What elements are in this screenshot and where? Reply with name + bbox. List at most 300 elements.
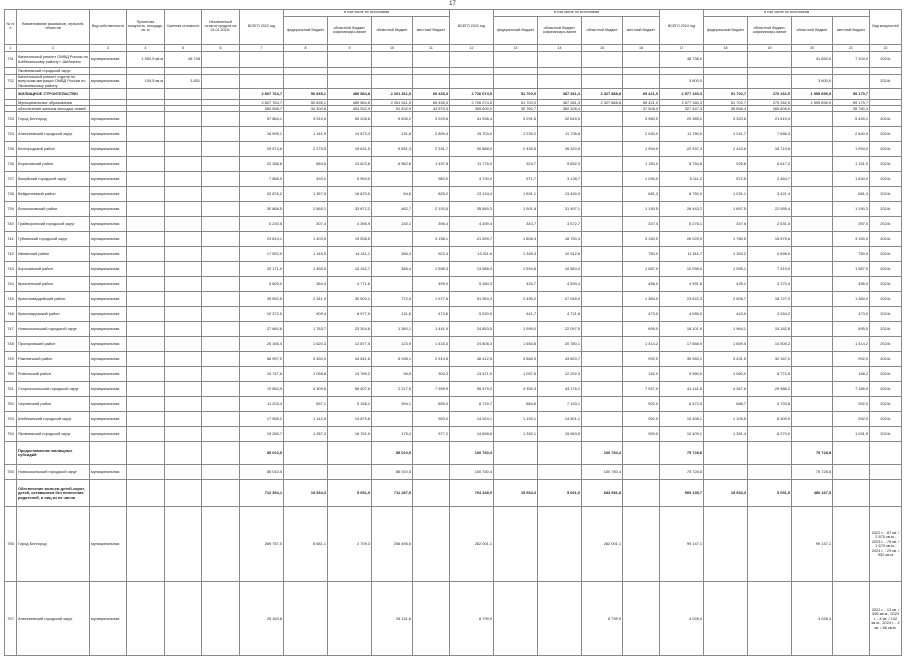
table-cell: 158,2	[833, 367, 870, 382]
table-cell: 5 051,9	[328, 480, 372, 507]
table-row	[5, 68, 902, 75]
table-cell: 2024г.	[870, 172, 902, 187]
table-cell: муниципальная	[90, 412, 127, 427]
table-cell: 657,1	[284, 397, 328, 412]
column-number: 12	[450, 45, 494, 52]
table-cell: 27 045,9	[538, 292, 582, 307]
table-cell	[748, 507, 792, 582]
table-cell: 772,5	[372, 292, 413, 307]
table-cell: 13 823,8	[328, 157, 372, 172]
table-cell	[165, 337, 202, 352]
table-cell: 505 135,7	[660, 480, 704, 507]
table-cell	[792, 277, 833, 292]
table-cell: 1 634,0	[833, 172, 870, 187]
table-cell: 499,0	[413, 277, 450, 292]
table-cell	[127, 127, 165, 142]
table-row	[5, 232, 902, 247]
table-cell: 2 327 888,8	[582, 89, 623, 100]
table-cell: 3 980,0	[623, 112, 660, 127]
table-cell	[494, 442, 538, 465]
table-cell: муниципальная	[90, 507, 127, 582]
table-cell: 756	[5, 507, 17, 582]
table-cell: 85 010,5	[372, 442, 413, 465]
table-cell: 5 609,0	[240, 277, 284, 292]
table-cell: 1 455,5	[284, 262, 328, 277]
table-cell	[165, 157, 202, 172]
table-cell	[582, 352, 623, 367]
table-cell	[704, 465, 748, 480]
table-cell	[202, 75, 240, 89]
table-cell: 18 719,8	[748, 142, 792, 157]
table-cell: 1 414,2	[833, 337, 870, 352]
table-cell	[623, 465, 660, 480]
table-cell: 4 794,0	[450, 172, 494, 187]
table-cell	[792, 322, 833, 337]
table-cell	[202, 412, 240, 427]
table-cell: 8 772,8	[748, 367, 792, 382]
table-cell	[90, 442, 127, 465]
table-cell: 1 994,0	[623, 142, 660, 157]
table-cell: 1 441,9	[413, 322, 450, 337]
table-cell: муниципальная	[90, 217, 127, 232]
table-cell: 738	[5, 187, 17, 202]
table-cell: 489 584,8	[328, 100, 372, 106]
table-cell: 7 143,1	[538, 397, 582, 412]
table-cell	[582, 75, 623, 89]
table-cell: 8 754,8	[660, 157, 704, 172]
table-cell	[372, 277, 413, 292]
table-cell: 1 901,8	[494, 202, 538, 217]
table-cell: 2024г.	[870, 277, 902, 292]
table-cell	[202, 442, 240, 465]
table-cell: 5 994,0	[328, 172, 372, 187]
table-cell: 23 814,1	[240, 232, 284, 247]
column-number-row	[5, 45, 902, 52]
table-cell: 5 038,1	[372, 352, 413, 367]
table-cell	[127, 382, 165, 397]
table-cell: Старооскольский городской округ	[17, 382, 90, 397]
header-fed-2022: федеральный бюджет	[284, 17, 328, 45]
table-cell: 1 964,1	[704, 322, 748, 337]
table-cell: муниципальная	[90, 75, 127, 89]
table-cell: 17 668,9	[660, 337, 704, 352]
table-cell: 19 538,5	[328, 232, 372, 247]
column-number: 2	[17, 45, 90, 52]
table-cell: 884,5	[284, 157, 328, 172]
table-cell: 2 439,5	[494, 142, 538, 157]
table-cell: 441,7	[494, 307, 538, 322]
table-cell: муниципальная	[90, 337, 127, 352]
table-cell: муниципальная	[90, 382, 127, 397]
table-cell: 2 331,7	[413, 142, 450, 157]
table-cell: 3 929,6	[413, 112, 450, 127]
table-cell	[202, 352, 240, 367]
table-cell	[5, 89, 17, 100]
table-cell: 1 391,4	[704, 427, 748, 442]
table-cell: 65 435,3	[413, 89, 450, 100]
table-cell: 3 431,5	[704, 352, 748, 367]
table-cell: 7 656,3	[748, 127, 792, 142]
header-obl-2022: областной бюджет	[372, 17, 413, 45]
table-cell: 493,0	[284, 172, 328, 187]
table-cell: 1 151,0	[833, 157, 870, 172]
table-cell	[202, 480, 240, 507]
table-row	[5, 202, 902, 217]
table-cell	[90, 68, 127, 75]
header-obl-2023: областной бюджет	[582, 17, 623, 45]
table-cell: муниципальная	[90, 352, 127, 367]
table-cell: 1 392,1	[494, 427, 538, 442]
column-number: 13	[494, 45, 538, 52]
table-cell: 826,2	[413, 187, 450, 202]
table-cell: 84,6	[372, 187, 413, 202]
table-row	[5, 127, 902, 142]
table-cell: 51 700,0	[494, 100, 538, 106]
table-cell: 1 058,8	[284, 367, 328, 382]
header-total-2022: ВСЕГО 2022 год	[240, 10, 284, 45]
table-cell	[202, 187, 240, 202]
table-cell	[413, 465, 450, 480]
table-cell: 29 586,2	[748, 382, 792, 397]
table-cell: 750	[5, 367, 17, 382]
table-cell: 31 497,1	[538, 202, 582, 217]
table-cell: 123,9	[372, 337, 413, 352]
table-cell: 51 702,7	[704, 100, 748, 106]
table-cell	[538, 75, 582, 89]
table-cell: 1 380,1	[372, 322, 413, 337]
table-cell: 2 709,3	[328, 507, 372, 582]
table-cell	[450, 68, 494, 75]
table-cell	[5, 480, 17, 507]
table-cell	[127, 367, 165, 382]
table-cell: 366,3	[372, 247, 413, 262]
table-cell	[127, 172, 165, 187]
table-cell: 992,0	[623, 412, 660, 427]
table-cell: Капитальный ремонт ОМВД России по Шебекинскому району г. Шебекино	[17, 52, 90, 68]
table-cell: 22 097,5	[538, 322, 582, 337]
table-cell: 20 876,2	[240, 187, 284, 202]
table-cell	[748, 465, 792, 480]
table-cell: 26 443,2	[660, 202, 704, 217]
table-cell: 2024г.	[870, 232, 902, 247]
table-cell	[582, 217, 623, 232]
table-cell	[127, 217, 165, 232]
table-cell: 8 270,9	[748, 427, 792, 442]
table-cell: 734	[5, 127, 17, 142]
table-cell: 131,6	[372, 307, 413, 322]
table-cell	[127, 232, 165, 247]
table-cell: 347,6	[704, 217, 748, 232]
table-row	[5, 89, 902, 100]
table-cell: 2 261 811,5	[372, 100, 413, 106]
table-cell: 2 341,9	[284, 292, 328, 307]
table-cell: 1 057,6	[494, 367, 538, 382]
table-cell: 262 001,1	[450, 507, 494, 582]
table-cell: 473,6	[413, 307, 450, 322]
table-cell	[165, 382, 202, 397]
column-number: 8	[284, 45, 328, 52]
table-cell: 1 353,2	[704, 247, 748, 262]
table-cell	[284, 75, 328, 89]
table-cell: 30 888,0	[450, 142, 494, 157]
table-cell: 1 977,6	[413, 292, 450, 307]
table-cell: 39 592,5	[240, 292, 284, 307]
column-number: 15	[582, 45, 623, 52]
table-cell	[792, 307, 833, 322]
table-cell	[413, 507, 450, 582]
table-cell	[870, 89, 902, 100]
table-cell: 85 010,5	[372, 465, 413, 480]
table-cell: 1 094,0	[623, 172, 660, 187]
table-cell: 739	[5, 202, 17, 217]
header-type: Вид мощностей	[870, 10, 902, 45]
table-cell	[165, 142, 202, 157]
table-cell	[413, 582, 450, 656]
table-cell: 3 883,9	[494, 352, 538, 367]
table-cell: 2024г.	[870, 382, 902, 397]
table-cell: 3 150,0	[833, 232, 870, 247]
table-cell	[623, 52, 660, 68]
table-cell: 1 384,0	[833, 292, 870, 307]
table-cell: 100 760,4	[582, 442, 623, 465]
table-cell	[413, 480, 450, 507]
table-cell: 35 780,3	[833, 106, 870, 112]
table-cell: 455 600,0	[450, 106, 494, 112]
table-cell: 14 879,6	[328, 412, 372, 427]
table-cell: 1 190,3	[833, 202, 870, 217]
table-cell	[202, 292, 240, 307]
table-cell	[240, 52, 284, 68]
table-cell: Белгородский район	[17, 142, 90, 157]
table-header	[5, 10, 902, 52]
table-cell	[792, 127, 833, 142]
table-cell: 7 868,9	[240, 172, 284, 187]
table-cell	[582, 337, 623, 352]
table-cell: 13 471,9	[450, 367, 494, 382]
table-cell: 99 147,1	[660, 507, 704, 582]
table-cell	[127, 480, 165, 507]
table-cell: 2024г.	[870, 367, 902, 382]
table-cell	[165, 397, 202, 412]
table-cell: 4 721,8	[538, 307, 582, 322]
table-cell: 2024г.	[870, 337, 902, 352]
table-cell: 1 780,5	[704, 232, 748, 247]
table-cell: 5 230,8	[240, 217, 284, 232]
table-cell	[328, 68, 372, 75]
table-cell	[582, 367, 623, 382]
table-cell	[240, 68, 284, 75]
table-cell: 609,4	[284, 307, 328, 322]
table-cell: 12 292,3	[538, 367, 582, 382]
table-cell	[792, 217, 833, 232]
table-cell	[202, 202, 240, 217]
table-cell: 743	[5, 262, 17, 277]
table-cell: 2 327 888,8	[582, 100, 623, 106]
table-cell	[202, 382, 240, 397]
table-cell	[582, 262, 623, 277]
table-cell: муниципальная	[90, 277, 127, 292]
table-cell: 5 384,3	[450, 277, 494, 292]
table-cell: 3 320,6	[704, 112, 748, 127]
table-cell: муниципальная	[90, 307, 127, 322]
table-cell: муниципальная	[90, 247, 127, 262]
table-cell: 25 160,8	[240, 582, 284, 656]
table-cell	[202, 89, 240, 100]
table-row	[5, 217, 902, 232]
table-cell	[165, 465, 202, 480]
table-cell: 23 304,6	[328, 322, 372, 337]
table-cell: 1 659,5	[704, 337, 748, 352]
table-cell: 1 891,1	[494, 187, 538, 202]
table-cell: 1 415,3	[413, 337, 450, 352]
table-cell: 1 241,7	[704, 127, 748, 142]
table-cell: 5 276,1	[660, 217, 704, 232]
table-cell: 435,2	[704, 277, 748, 292]
table-cell: Краснояружский район	[17, 307, 90, 322]
table-cell	[202, 247, 240, 262]
table-cell: 2024г.	[870, 217, 902, 232]
table-cell: 30 868,5	[240, 202, 284, 217]
table-cell	[165, 367, 202, 382]
table-cell: 17 592,9	[240, 247, 284, 262]
table-cell: 18 727,0	[748, 292, 792, 307]
table-row	[5, 412, 902, 427]
table-cell: муниципальная	[90, 142, 127, 157]
table-cell: 14 505,2	[748, 337, 792, 352]
table-cell: 100 760,4	[450, 442, 494, 465]
table-cell: 51 702,7	[704, 89, 748, 100]
table-cell: 44 541,6	[328, 352, 372, 367]
table-cell: 752	[5, 397, 17, 412]
table-cell	[870, 465, 902, 480]
table-cell: 4 793,8	[748, 397, 792, 412]
table-cell: 2 217,5	[372, 382, 413, 397]
table-cell	[538, 465, 582, 480]
table-row	[5, 292, 902, 307]
table-cell: 8 719,7	[450, 397, 494, 412]
table-cell	[127, 442, 165, 465]
table-cell: 13 877,5	[328, 337, 372, 352]
table-cell	[202, 322, 240, 337]
table-cell	[623, 480, 660, 507]
table-cell: Валуйский городской округ	[17, 172, 90, 187]
table-cell: 57 884,1	[240, 112, 284, 127]
header-no: № п/п	[5, 10, 17, 45]
table-cell	[372, 172, 413, 187]
table-cell: 13 588,3	[450, 262, 494, 277]
table-cell	[623, 582, 660, 656]
table-cell: 21 619,4	[748, 112, 792, 127]
table-cell: 456,0	[623, 277, 660, 292]
table-cell	[202, 397, 240, 412]
table-cell: 9 852,3	[538, 157, 582, 172]
table-cell: 1 384,0	[623, 292, 660, 307]
table-cell: 14 411,1	[328, 247, 372, 262]
table-cell	[372, 232, 413, 247]
table-cell	[202, 142, 240, 157]
table-cell	[494, 507, 538, 582]
table-cell	[328, 75, 372, 89]
table-row	[5, 582, 902, 656]
table-cell: 681,3	[623, 187, 660, 202]
column-number: 19	[748, 45, 792, 52]
table-cell: 3 291,5	[494, 112, 538, 127]
table-cell	[127, 142, 165, 157]
budget-table	[4, 9, 902, 656]
table-cell: Вейделевский район	[17, 187, 90, 202]
table-cell: 4 771,6	[328, 277, 372, 292]
table-cell: 977,2	[413, 427, 450, 442]
table-cell: 343,7	[494, 217, 538, 232]
table-cell: 13 134,4	[450, 187, 494, 202]
table-cell: 1 995 895,9	[792, 100, 833, 106]
table-cell: 992,0	[623, 352, 660, 367]
table-cell: 711 287,5	[372, 480, 413, 507]
table-cell: Ровеньский район	[17, 367, 90, 382]
table-cell: 473,0	[623, 307, 660, 322]
table-cell: 70 563,9	[240, 382, 284, 397]
table-cell: 41 938,4	[450, 112, 494, 127]
table-cell: 2024г.	[870, 352, 902, 367]
table-row	[5, 307, 902, 322]
table-cell: 15 934,3	[494, 480, 538, 507]
header-obl-2024: областной бюджет	[792, 17, 833, 45]
table-cell: 443,9	[704, 307, 748, 322]
table-cell: 4 991,8	[660, 277, 704, 292]
table-cell: 4 028,4	[792, 582, 833, 656]
table-cell: 35 760,7	[494, 106, 538, 112]
table-cell: муниципальная	[90, 232, 127, 247]
table-cell: 22 955,4	[748, 202, 792, 217]
table-cell: 2 506,7	[704, 292, 748, 307]
table-cell: 2 726 074,5	[450, 100, 494, 106]
table-cell: 895,0	[623, 322, 660, 337]
table-cell: муниципальная	[90, 187, 127, 202]
table-cell: 2024г.	[870, 75, 902, 89]
table-cell: 1 952,5 кв.м	[127, 52, 165, 68]
table-cell: 26 320,5	[538, 142, 582, 157]
table-cell: муниципальная	[90, 427, 127, 442]
header-local-2023: местный бюджет	[623, 17, 660, 45]
table-cell: 749	[5, 352, 17, 367]
table-cell: 4 028,4	[660, 582, 704, 656]
table-cell: 992,0	[833, 397, 870, 412]
table-cell	[582, 247, 623, 262]
table-cell: муниципальная	[90, 127, 127, 142]
table-cell: 20 389,2	[660, 112, 704, 127]
column-number: 20	[792, 45, 833, 52]
table-body	[5, 52, 902, 656]
table-cell: 8 750,0	[660, 187, 704, 202]
table-cell: 75 728,8	[660, 442, 704, 465]
table-cell	[582, 157, 623, 172]
table-cell	[792, 142, 833, 157]
table-cell	[582, 172, 623, 187]
table-cell: 9 698,0	[748, 247, 792, 262]
table-cell: 5 061,0	[538, 480, 582, 507]
table-cell	[202, 507, 240, 582]
table-row	[5, 52, 902, 68]
table-cell: 13 011,8	[450, 247, 494, 262]
table-cell: 75 728,8	[660, 465, 704, 480]
table-cell	[284, 442, 328, 465]
table-cell	[792, 292, 833, 307]
table-cell: 3 158,1	[413, 232, 450, 247]
table-cell: 15 934,3	[284, 480, 328, 507]
column-number: 17	[660, 45, 704, 52]
table-cell: 48 412,5	[450, 352, 494, 367]
table-cell: 11 811,7	[660, 247, 704, 262]
